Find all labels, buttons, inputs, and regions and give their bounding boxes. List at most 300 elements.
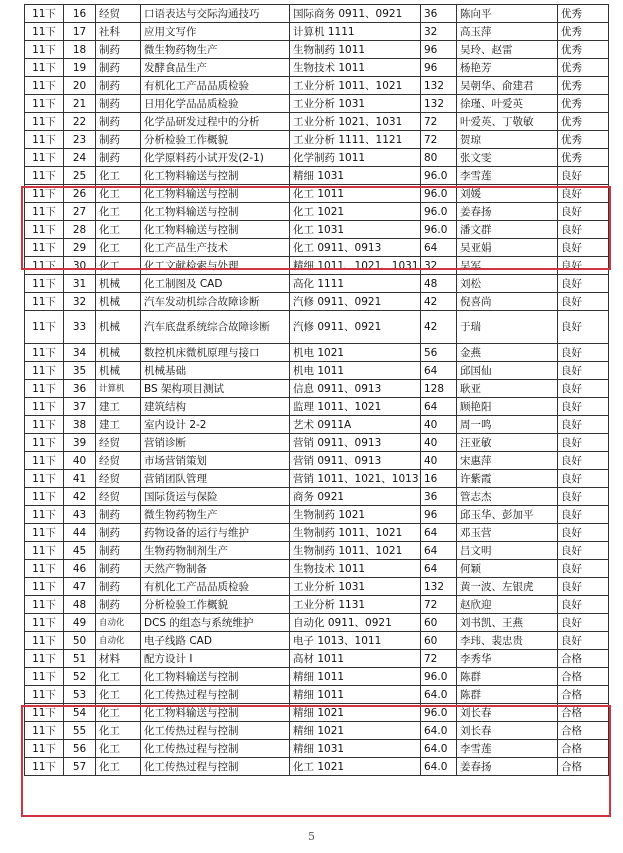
hours-cell: 60 [421,632,457,650]
grade-cell: 合格 [558,686,609,704]
teacher-cell: 于瑞 [457,311,558,344]
grade-cell: 良好 [558,560,609,578]
department-cell: 制药 [96,149,141,167]
term-cell: 11下 [25,758,64,776]
teacher-cell: 汪亚敏 [457,434,558,452]
number-cell: 46 [64,560,96,578]
course-cell: 化工传热过程与控制 [141,758,290,776]
class-cell: 汽修 0911、0921 [290,293,421,311]
course-cell: 汽车底盘系统综合故障诊断 [141,311,290,344]
grade-cell: 合格 [558,722,609,740]
course-cell: 生物药物制剂生产 [141,542,290,560]
table-row [25,113,609,131]
course-cell: 分析检验工作概貌 [141,596,290,614]
teacher-cell: 吴玲、赵雷 [457,41,558,59]
class-cell: 精细 1021 [290,704,421,722]
hours-cell: 96.0 [421,704,457,722]
department-cell: 制药 [96,506,141,524]
class-cell: 营销 1011、1021、1013 [290,470,421,488]
class-cell: 生物制药 1021 [290,506,421,524]
teacher-cell: 刘长春 [457,704,558,722]
class-cell: 精细 1031 [290,167,421,185]
number-cell: 19 [64,59,96,77]
department-cell: 化工 [96,221,141,239]
hours-cell: 80 [421,149,457,167]
grade-cell: 优秀 [558,131,609,149]
term-cell: 11下 [25,380,64,398]
hours-cell: 40 [421,416,457,434]
term-cell: 11下 [25,167,64,185]
hours-cell: 56 [421,344,457,362]
hours-cell: 96.0 [421,668,457,686]
department-cell: 经贸 [96,488,141,506]
course-cell: 应用文写作 [141,23,290,41]
table-row [25,596,609,614]
number-cell: 40 [64,452,96,470]
term-cell: 11下 [25,740,64,758]
number-cell: 52 [64,668,96,686]
table-row [25,5,609,23]
class-cell: 精细 1031 [290,740,421,758]
number-cell: 47 [64,578,96,596]
term-cell: 11下 [25,488,64,506]
table-row [25,95,609,113]
teacher-cell: 宋惠萍 [457,452,558,470]
course-cell: 口语表达与交际沟通技巧 [141,5,290,23]
department-cell: 制药 [96,596,141,614]
course-cell: 化学品研发过程中的分析 [141,113,290,131]
hours-cell: 64.0 [421,722,457,740]
class-cell: 高材 1011 [290,650,421,668]
term-cell: 11下 [25,362,64,380]
teacher-cell: 叶爱英、丁敬敏 [457,113,558,131]
grade-cell: 良好 [558,185,609,203]
number-cell: 51 [64,650,96,668]
term-cell: 11下 [25,23,64,41]
table-row [25,758,609,776]
course-cell: 发酵食品生产 [141,59,290,77]
hours-cell: 60 [421,614,457,632]
grade-cell: 合格 [558,704,609,722]
class-cell: 营销 0911、0913 [290,434,421,452]
course-cell: 营销诊断 [141,434,290,452]
hours-cell: 64 [421,239,457,257]
class-cell: 化工 1021 [290,758,421,776]
table-row [25,740,609,758]
teacher-cell: 姜春扬 [457,758,558,776]
teacher-cell: 陈群 [457,668,558,686]
course-cell: 化工物料输送与控制 [141,221,290,239]
class-cell: 高化 1111 [290,275,421,293]
grade-cell: 良好 [558,311,609,344]
term-cell: 11下 [25,203,64,221]
course-cell: BS 架构项目测试 [141,380,290,398]
hours-cell: 72 [421,131,457,149]
course-evaluation-table [24,4,609,776]
term-cell: 11下 [25,560,64,578]
department-cell: 经贸 [96,5,141,23]
teacher-cell: 邓玉营 [457,524,558,542]
table-row [25,311,609,344]
term-cell: 11下 [25,668,64,686]
class-cell: 电子 1013、1011 [290,632,421,650]
class-cell: 精细 1021 [290,722,421,740]
grade-cell: 良好 [558,275,609,293]
class-cell: 计算机 1111 [290,23,421,41]
number-cell: 38 [64,416,96,434]
teacher-cell: 何颖 [457,560,558,578]
term-cell: 11下 [25,434,64,452]
class-cell: 工业分析 1031 [290,95,421,113]
number-cell: 39 [64,434,96,452]
department-cell: 机械 [96,344,141,362]
number-cell: 36 [64,380,96,398]
course-cell: 营销团队管理 [141,470,290,488]
table-row [25,668,609,686]
table-row [25,203,609,221]
grade-cell: 良好 [558,632,609,650]
grade-cell: 优秀 [558,5,609,23]
table-row [25,452,609,470]
grade-cell: 良好 [558,221,609,239]
teacher-cell: 贺琼 [457,131,558,149]
teacher-cell: 刘媛 [457,185,558,203]
hours-cell: 42 [421,311,457,344]
hours-cell: 72 [421,113,457,131]
table-row [25,560,609,578]
course-cell: 机械基础 [141,362,290,380]
term-cell: 11下 [25,452,64,470]
term-cell: 11下 [25,5,64,23]
teacher-cell: 刘书凯、王燕 [457,614,558,632]
department-cell: 化工 [96,722,141,740]
class-cell: 精细 1011、1021、1031 [290,257,421,275]
class-cell: 工业分析 1131 [290,596,421,614]
number-cell: 32 [64,293,96,311]
teacher-cell: 倪喜尚 [457,293,558,311]
grade-cell: 良好 [558,167,609,185]
hours-cell: 64 [421,542,457,560]
teacher-cell: 刘松 [457,275,558,293]
number-cell: 42 [64,488,96,506]
teacher-cell: 杨艳芳 [457,59,558,77]
number-cell: 41 [64,470,96,488]
teacher-cell: 吴朝华、俞建君 [457,77,558,95]
department-cell: 经贸 [96,434,141,452]
department-cell: 制药 [96,578,141,596]
course-cell: 微生物药物生产 [141,41,290,59]
course-cell: 化工物料输送与控制 [141,167,290,185]
hours-cell: 32 [421,23,457,41]
teacher-cell: 赵欣迎 [457,596,558,614]
class-cell: 生物技术 1011 [290,59,421,77]
grade-cell: 优秀 [558,41,609,59]
department-cell: 制药 [96,113,141,131]
table-row [25,398,609,416]
department-cell: 制药 [96,59,141,77]
teacher-cell: 许紫霞 [457,470,558,488]
grade-cell: 良好 [558,416,609,434]
number-cell: 25 [64,167,96,185]
term-cell: 11下 [25,614,64,632]
number-cell: 27 [64,203,96,221]
hours-cell: 128 [421,380,457,398]
grade-cell: 良好 [558,596,609,614]
hours-cell: 48 [421,275,457,293]
table-row [25,614,609,632]
department-cell: 社科 [96,23,141,41]
teacher-cell: 陈群 [457,686,558,704]
hours-cell: 40 [421,452,457,470]
hours-cell: 64.0 [421,686,457,704]
class-cell: 汽修 0911、0921 [290,311,421,344]
teacher-cell: 张文雯 [457,149,558,167]
class-cell: 机电 1021 [290,344,421,362]
department-cell: 化工 [96,203,141,221]
term-cell: 11下 [25,398,64,416]
table-row [25,722,609,740]
hours-cell: 64 [421,362,457,380]
hours-cell: 132 [421,578,457,596]
table-row [25,488,609,506]
course-cell: 汽车发动机综合故障诊断 [141,293,290,311]
department-cell: 化工 [96,668,141,686]
course-cell: 国际货运与保险 [141,488,290,506]
grade-cell: 优秀 [558,23,609,41]
grade-cell: 良好 [558,470,609,488]
term-cell: 11下 [25,95,64,113]
department-cell: 机械 [96,275,141,293]
term-cell: 11下 [25,650,64,668]
grade-cell: 合格 [558,668,609,686]
course-cell: 室内设计 2-2 [141,416,290,434]
department-cell: 制药 [96,95,141,113]
department-cell: 机械 [96,311,141,344]
class-cell: 化工 1031 [290,221,421,239]
course-cell: 化工物料输送与控制 [141,704,290,722]
grade-cell: 良好 [558,506,609,524]
grade-cell: 合格 [558,650,609,668]
table-row [25,506,609,524]
class-cell: 艺术 0911A [290,416,421,434]
table-row [25,362,609,380]
class-cell: 工业分析 1021、1031 [290,113,421,131]
hours-cell: 96.0 [421,185,457,203]
department-cell: 化工 [96,686,141,704]
grade-cell: 优秀 [558,113,609,131]
hours-cell: 32 [421,257,457,275]
grade-cell: 优秀 [558,77,609,95]
hours-cell: 96.0 [421,203,457,221]
department-cell: 制药 [96,560,141,578]
course-cell: 化工物料输送与控制 [141,668,290,686]
course-cell: 药物设备的运行与维护 [141,524,290,542]
teacher-cell: 高玉萍 [457,23,558,41]
table-row [25,686,609,704]
course-cell: 市场营销策划 [141,452,290,470]
teacher-cell: 吴亚娟 [457,239,558,257]
course-cell: 化工传热过程与控制 [141,686,290,704]
term-cell: 11下 [25,131,64,149]
table-row [25,380,609,398]
number-cell: 57 [64,758,96,776]
term-cell: 11下 [25,221,64,239]
class-cell: 化工 0911、0913 [290,239,421,257]
number-cell: 29 [64,239,96,257]
grade-cell: 合格 [558,758,609,776]
term-cell: 11下 [25,722,64,740]
department-cell: 机械 [96,362,141,380]
department-cell: 化工 [96,257,141,275]
term-cell: 11下 [25,506,64,524]
term-cell: 11下 [25,41,64,59]
table-row [25,524,609,542]
class-cell: 国际商务 0911、0921 [290,5,421,23]
course-cell: 有机化工产品品质检验 [141,578,290,596]
hours-cell: 64.0 [421,758,457,776]
term-cell: 11下 [25,704,64,722]
department-cell: 自动化 [96,632,141,650]
course-cell: 电子线路 CAD [141,632,290,650]
grade-cell: 优秀 [558,59,609,77]
class-cell: 生物制药 1011、1021 [290,542,421,560]
department-cell: 化工 [96,704,141,722]
term-cell: 11下 [25,149,64,167]
grade-cell: 良好 [558,239,609,257]
teacher-cell: 陈向平 [457,5,558,23]
term-cell: 11下 [25,578,64,596]
class-cell: 工业分析 1011、1021 [290,77,421,95]
course-cell: 建筑结构 [141,398,290,416]
class-cell: 化工 1021 [290,203,421,221]
grade-cell: 良好 [558,380,609,398]
number-cell: 18 [64,41,96,59]
class-cell: 精细 1011 [290,668,421,686]
number-cell: 34 [64,344,96,362]
number-cell: 21 [64,95,96,113]
number-cell: 26 [64,185,96,203]
class-cell: 精细 1011 [290,686,421,704]
number-cell: 56 [64,740,96,758]
class-cell: 营销 0911、0913 [290,452,421,470]
teacher-cell: 吕文明 [457,542,558,560]
department-cell: 制药 [96,542,141,560]
teacher-cell: 潘文群 [457,221,558,239]
number-cell: 17 [64,23,96,41]
class-cell: 化学制药 1011 [290,149,421,167]
table-row [25,167,609,185]
class-cell: 监理 1011、1021 [290,398,421,416]
table-row [25,239,609,257]
number-cell: 24 [64,149,96,167]
table-row [25,41,609,59]
teacher-cell: 李秀华 [457,650,558,668]
department-cell: 经贸 [96,470,141,488]
table-body [25,5,609,776]
term-cell: 11下 [25,596,64,614]
grade-cell: 良好 [558,578,609,596]
term-cell: 11下 [25,293,64,311]
number-cell: 20 [64,77,96,95]
term-cell: 11下 [25,311,64,344]
hours-cell: 64.0 [421,740,457,758]
course-cell: 有机化工产品品质检验 [141,77,290,95]
grade-cell: 良好 [558,293,609,311]
number-cell: 16 [64,5,96,23]
table-row [25,704,609,722]
number-cell: 28 [64,221,96,239]
hours-cell: 96.0 [421,167,457,185]
class-cell: 生物制药 1011、1021 [290,524,421,542]
hours-cell: 96 [421,41,457,59]
department-cell: 建工 [96,416,141,434]
number-cell: 48 [64,596,96,614]
course-cell: 化工传热过程与控制 [141,740,290,758]
hours-cell: 36 [421,488,457,506]
department-cell: 制药 [96,41,141,59]
teacher-cell: 黄一波、左银虎 [457,578,558,596]
department-cell: 化工 [96,167,141,185]
course-cell: 配方设计 I [141,650,290,668]
department-cell: 机械 [96,293,141,311]
number-cell: 35 [64,362,96,380]
hours-cell: 72 [421,596,457,614]
term-cell: 11下 [25,416,64,434]
table-row [25,77,609,95]
table-row [25,23,609,41]
term-cell: 11下 [25,239,64,257]
hours-cell: 64 [421,398,457,416]
teacher-cell: 周一鸣 [457,416,558,434]
teacher-cell: 刘长春 [457,722,558,740]
number-cell: 49 [64,614,96,632]
grade-cell: 良好 [558,524,609,542]
course-cell: 化工产品生产技术 [141,239,290,257]
grade-cell: 良好 [558,362,609,380]
hours-cell: 64 [421,560,457,578]
number-cell: 53 [64,686,96,704]
term-cell: 11下 [25,59,64,77]
class-cell: 工业分析 1031 [290,578,421,596]
table-row [25,293,609,311]
table-row [25,185,609,203]
hours-cell: 42 [421,293,457,311]
department-cell: 化工 [96,758,141,776]
teacher-cell: 管志杰 [457,488,558,506]
grade-cell: 良好 [558,614,609,632]
grade-cell: 良好 [558,434,609,452]
class-cell: 商务 0921 [290,488,421,506]
number-cell: 50 [64,632,96,650]
department-cell: 化工 [96,740,141,758]
teacher-cell: 李玮、裴忠贵 [457,632,558,650]
course-cell: DCS 的组态与系统维护 [141,614,290,632]
department-cell: 化工 [96,239,141,257]
term-cell: 11下 [25,257,64,275]
department-cell: 制药 [96,77,141,95]
table-row [25,542,609,560]
grade-cell: 良好 [558,344,609,362]
table-row [25,470,609,488]
table-row [25,275,609,293]
course-cell: 化工物料输送与控制 [141,185,290,203]
department-cell: 制药 [96,131,141,149]
teacher-cell: 耿亚 [457,380,558,398]
course-cell: 日用化学品品质检验 [141,95,290,113]
hours-cell: 40 [421,434,457,452]
department-cell: 材料 [96,650,141,668]
course-cell: 化工制图及 CAD [141,275,290,293]
